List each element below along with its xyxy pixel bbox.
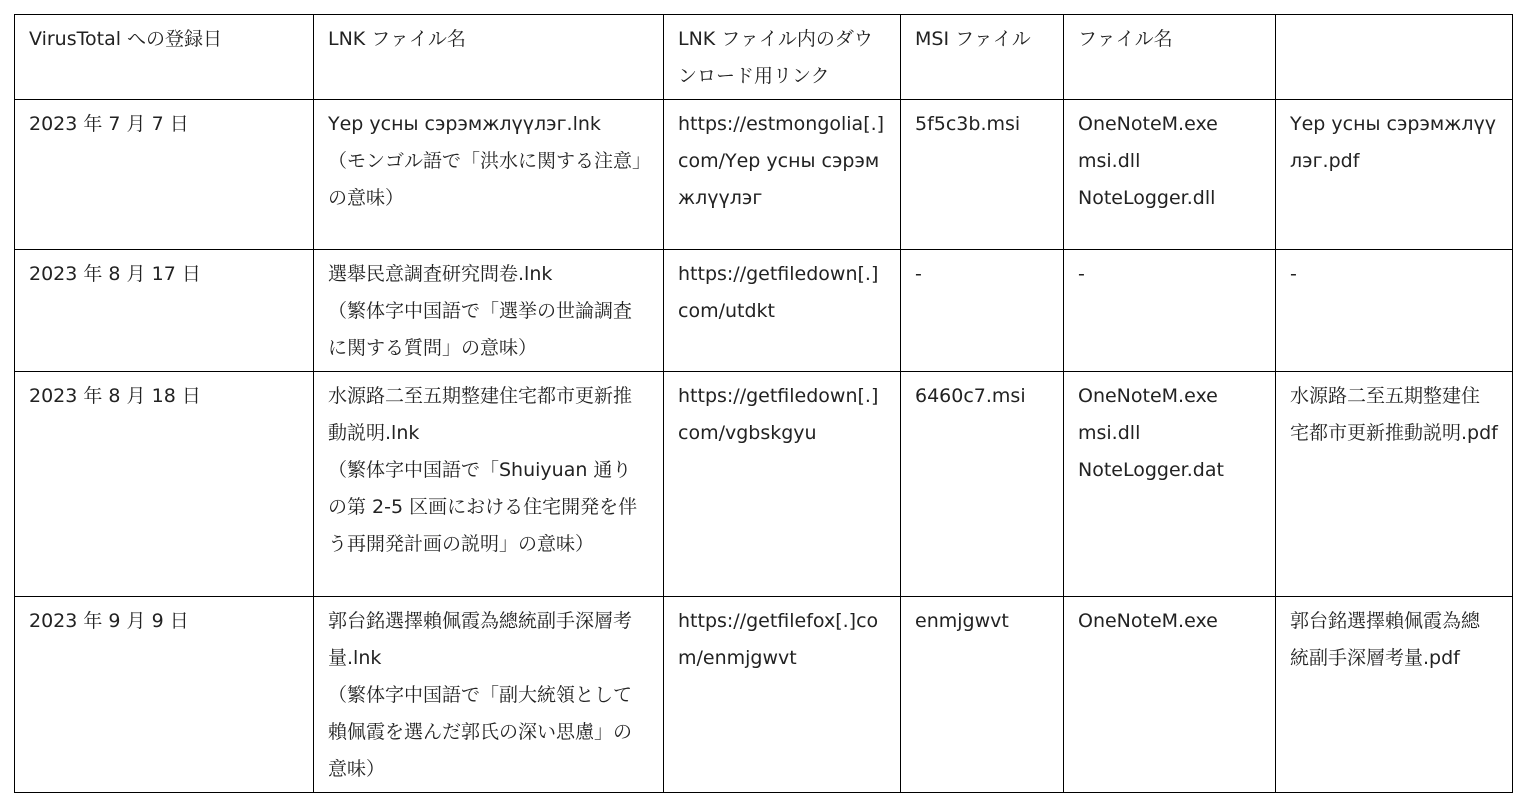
lnk-filename-note: （繁体字中国語で「Shuiyuan 通りの第 2-5 区画における住宅開発を伴う再開発計画の説明」の意味） <box>328 459 638 555</box>
header-row <box>15 15 1513 100</box>
file-names-cell <box>1064 597 1276 793</box>
msi-file: 6460c7.msi <box>901 372 1064 597</box>
lnk-filename: Үер усны сэрэмжлүүлэг.lnk <box>328 113 601 135</box>
header-empty <box>1276 15 1513 100</box>
registration-date: 2023 年 8 月 18 日 <box>15 372 314 597</box>
registration-date: 2023 年 9 月 9 日 <box>15 597 314 793</box>
lnk-filename: 郭台銘選擇賴佩霞為總統副手深層考量.lnk <box>328 610 633 669</box>
download-link: https://getfiledown[.]com/utdkt <box>664 250 901 372</box>
file-name: NoteLogger.dat <box>1078 459 1224 481</box>
lnk-filename-cell <box>314 100 664 250</box>
lnk-filename-note: （繁体字中国語で「選挙の世論調査に関する質問」の意味） <box>328 300 633 359</box>
lnk-filename-cell <box>314 597 664 793</box>
download-link: https://estmongolia[.]com/Үер усны сэрэмжлүүлэг <box>664 100 901 250</box>
lnk-file-table <box>14 14 1513 793</box>
table-row <box>15 250 1513 372</box>
file-name: msi.dll <box>1078 422 1141 444</box>
document-page <box>14 14 1513 793</box>
lnk-filename-cell <box>314 372 664 597</box>
lnk-filename: 選舉民意調査研究問卷.lnk <box>328 263 553 285</box>
decoy-filename: - <box>1276 250 1513 372</box>
lnk-filename-note: （モンゴル語で「洪水に関する注意」の意味） <box>328 150 642 209</box>
file-name: OneNoteM.exe <box>1078 385 1218 407</box>
msi-file: 5f5c3b.msi <box>901 100 1064 250</box>
header-filename: ファイル名 <box>1064 15 1276 100</box>
header-download-link: LNK ファイル内のダウンロード用リンク <box>664 15 901 100</box>
header-msi-file: MSI ファイル <box>901 15 1064 100</box>
registration-date: 2023 年 7 月 7 日 <box>15 100 314 250</box>
lnk-filename-cell <box>314 250 664 372</box>
table-row <box>15 372 1513 597</box>
file-name: - <box>1078 263 1085 285</box>
header-registration-date: VirusTotal への登録日 <box>15 15 314 100</box>
file-name: NoteLogger.dll <box>1078 187 1216 209</box>
msi-file: enmjgwvt <box>901 597 1064 793</box>
download-link: https://getfilefox[.]com/enmjgwvt <box>664 597 901 793</box>
table-row <box>15 100 1513 250</box>
decoy-filename: 水源路二至五期整建住宅都市更新推動説明.pdf <box>1276 372 1513 597</box>
decoy-filename: 郭台銘選擇賴佩霞為總統副手深層考量.pdf <box>1276 597 1513 793</box>
file-name: msi.dll <box>1078 150 1141 172</box>
table-row <box>15 597 1513 793</box>
decoy-filename: Үер усны сэрэмжлүүлэг.pdf <box>1276 100 1513 250</box>
file-names-cell <box>1064 100 1276 250</box>
msi-file: - <box>901 250 1064 372</box>
file-name: OneNoteM.exe <box>1078 610 1218 632</box>
lnk-filename-note: （繁体字中国語で「副大統領として賴佩霞を選んだ郭氏の深い思慮」の意味） <box>328 684 633 780</box>
file-names-cell <box>1064 250 1276 372</box>
file-names-cell <box>1064 372 1276 597</box>
file-name: OneNoteM.exe <box>1078 113 1218 135</box>
header-lnk-filename: LNK ファイル名 <box>314 15 664 100</box>
lnk-filename: 水源路二至五期整建住宅都市更新推動説明.lnk <box>328 385 633 444</box>
download-link: https://getfiledown[.]com/vgbskgyu <box>664 372 901 597</box>
registration-date: 2023 年 8 月 17 日 <box>15 250 314 372</box>
